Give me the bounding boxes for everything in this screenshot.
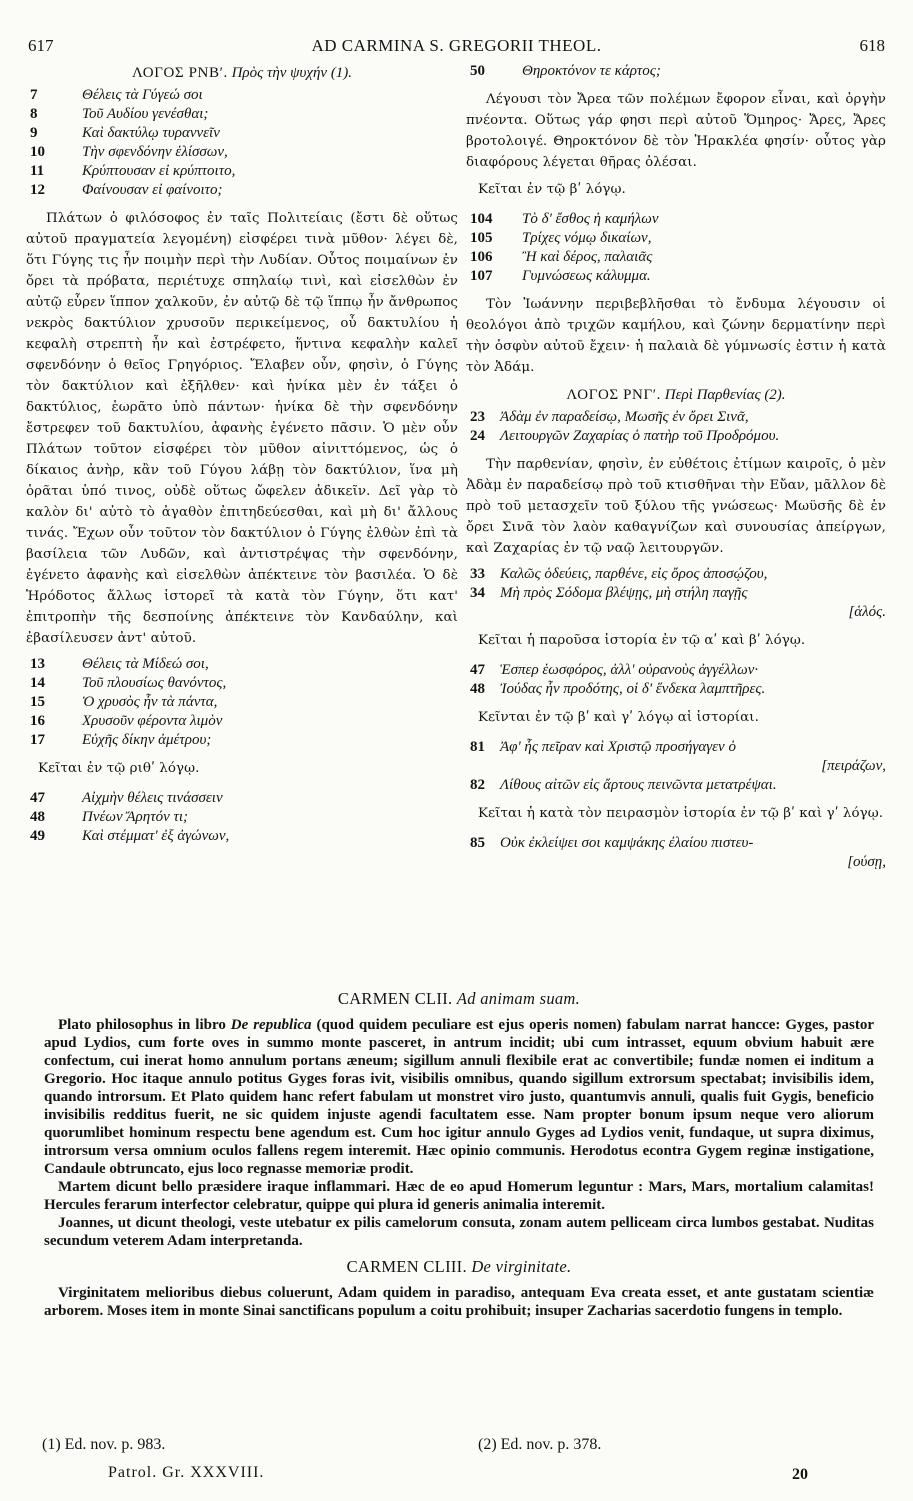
verse-line (26, 86, 458, 105)
verse-line (466, 776, 886, 795)
verse-line (26, 181, 458, 200)
verse-text: Τρίχες νόμῳ δικαίων, (522, 230, 652, 246)
verse-line (466, 427, 886, 446)
source-note: Κεῖται ἐν τῷ βʹ λόγῳ. (478, 182, 626, 197)
verse-continuation: [ἁλός. (848, 604, 886, 620)
verse-line (26, 124, 458, 143)
verse-number: 15 (30, 694, 45, 710)
left-column (26, 62, 458, 987)
verse-line (466, 229, 886, 248)
verse-number: 104 (470, 211, 493, 227)
verse-number: 81 (470, 739, 485, 755)
verse-text: Ἑσπερ ἑωσφόρος, ἀλλ' οὐρανοὺς ἀγγέλλων· (500, 662, 759, 678)
verse-group-1 (26, 86, 458, 200)
verse-text: Εὐχῆς δίκην ἀμέτρου; (82, 732, 212, 748)
verse-number: 10 (30, 144, 45, 160)
verse-number: 13 (30, 656, 45, 672)
commentary-paragraph: Λέγουσι τὸν Ἄρεα τῶν πολέμων ἔφορον εἶναι, καὶ ὀργὴν πνέοντα. Οὕτως γάρ φησι περὶ αὐτοῦ Ὅμηρος· Ἄρες, Ἄρες βροτολοιγέ. Θηροκτόνον δὲ τὸν Ἡρακλέα φησίν· οὗτος γὰρ διαφόρους λέγεται θῆρας ὀλέσαι. (466, 92, 886, 170)
verse-line (466, 680, 886, 699)
carmen-label: CARMEN CLII. (337, 989, 453, 1008)
carmen-label: CARMEN CLIII. (346, 1257, 467, 1276)
latin-italic-title: De republica (230, 1017, 312, 1033)
source-note: Κεῖται ἐν τῷ ριθʹ λόγῳ. (38, 761, 200, 776)
verse-line (26, 143, 458, 162)
verse-number: 14 (30, 675, 45, 691)
verse-number: 11 (30, 163, 45, 179)
running-title: AD CARMINA S. GREGORII THEOL. (311, 36, 602, 55)
verse-number: 106 (470, 249, 493, 265)
verse-text: Θέλεις τὰ Γύγεώ σοι (82, 87, 203, 103)
commentary-paragraph: Τὴν παρθενίαν, φησὶν, ἐν εὐθέτοις ἐτίμων καιροῖς, ὁ μὲν Ἀδὰμ ἐν παραδείσῳ πρὸ τοῦ κτισθῆναι τὴν Εὔαν, μᾶλλον δὲ πρὸ τοῦ μετασχεῖν τοῦ ξύλου τῆς γνώσεως· Μωϋσῆς δὲ ἐν ὄρει Σινᾶ τὸν λαὸν καθαγνίζων καὶ συνουσίας ἀπείργων, καὶ Ζαχαρίας ἐν τῷ ναῷ λειτουργῶν. (466, 457, 886, 556)
carmen-title-153 (44, 1258, 874, 1276)
verse-number: 85 (470, 835, 485, 851)
verse-line (26, 105, 458, 124)
source-note: Κεῖται ἡ παροῦσα ἱστορία ἐν τῷ αʹ καὶ βʹ λόγῳ. (478, 633, 806, 648)
verse-number: 12 (30, 182, 45, 198)
section-heading-logos-153 (466, 384, 886, 406)
verse-text: Τοῦ πλουσίως θανόντος, (82, 675, 227, 691)
latin-translation (44, 990, 874, 1320)
verse-number: 50 (470, 63, 485, 79)
verse-number: 9 (30, 125, 38, 141)
latin-paragraph: Virginitatem melioribus diebus coluerunt, Adam quidem in paradiso, antequam Eva creata esset, et ante gustatam scientiæ arborem. Moses item in monte Sinai sanctificans populum a coitu prohibuit; insuper Zacharias sacerdotio fungens in templo. (44, 1285, 874, 1319)
verse-text: Καὶ στέμματ' ἐξ ἀγώνων, (82, 828, 230, 844)
commentary-paragraph: Πλάτων ὁ φιλόσοφος ἐν ταῖς Πολιτείαις (ἔστι δὲ οὕτως αὐτοῦ πραγματεία λεγομένη) εἰσφέρει τινὰ μῦθον· λέγει δὲ, ὅτι Γύγης τις ἦν ποιμὴν περὶ τὴν Λυδίαν. Οὗτος ποιμαίνων ἐν ὄρει τὰ πρόβατα, περιέτυχε σπηλαίῳ τινὶ, καὶ εἰσελθὼν ἐν αὐτῷ εὗρεν ἵππον χαλκοῦν, ἐν αὐτῷ δὲ τῷ ἵππῳ ἦν ἄνθρωπος νεκρὸς δακτύλιον χρυσοῦν περικείμενος, οὗ δακτυλίου ἡ κεφαλὴ στρεπτὴ ἦν καὶ ἐστρέφετο, ἥντινα κεφαλὴν καλεῖ σφενδόνην ὁ θεῖος Γρηγόριος. Ἔλαβεν οὖν, φησὶν, ὁ Γύγης τὸν δακτύλιον καὶ ἐξῆλθεν· καὶ ἡνίκα μὲν ἐν τάξει ὁ δακτύλιος, ἑωρᾶτο ὑπὸ πάντων· ἡνίκα δὲ τὴν σφενδόνην ἔστρεφεν τοῦ δακτυλίου, ἀφανὴς ἐγένετο πᾶσιν. Ὁ μὲν οὖν Πλάτων τοῦτον εἰσφέρει τὸν μῦθον αἰνιττόμενος, ὡς ὁ δίκαιος ἀνὴρ, κἂν τοῦ Γύγου λάβῃ τὸν δακτύλιον, ἵνα μὴ ὁρᾶται ὑπό τινος, οὐδὲ οὕτως ὤφελεν ἀδικεῖν. Δεῖ γὰρ τὸ καλὸν δι' αὐτὸ τὸ ἀγαθὸν ἐπιτηδεύεσθαι, καὶ μὴ δι' ἄλλους τινάς. Ἔχων οὖν τοῦτον τὸν δακτύλιον ὁ Γύγης ἐλθὼν ἐπὶ τὰ βασίλεια τῶν Λυδῶν, καὶ ἀντιστρέψας τὴν σφενδόνην, ἐγένετο ἀφανὴς καὶ εἰσελθὼν ἀπέκτεινε τὸν βασιλέα. Ὁ δὲ Ἡρόδοτος ἄλλως ἱστορεῖ τὰ κατὰ τὸν Γύγην, ὅτι κατ' ἐπιτροπὴν τῆς δεσποίνης ἀπέκτεινε τὸν Κανδαύλην, καὶ ἐβασίλευσεν ἀντ' αὐτοῦ. (26, 211, 458, 646)
page-number-left: 617 (28, 36, 54, 55)
verse-number: 16 (30, 713, 45, 729)
right-column (466, 62, 886, 987)
verse-group-104 (466, 210, 886, 286)
verse-text: Κρύπτουσαν εἰ κρύπτοιτο, (82, 163, 236, 179)
verse-text: Χρυσοῦν φέροντα λιμὸν (82, 713, 223, 729)
verse-group-85 (466, 834, 886, 872)
verse-line (466, 834, 886, 853)
verse-line (26, 655, 458, 674)
verse-number: 105 (470, 230, 493, 246)
verse-text: Φαίνουσαν εἰ φαίνοιτο; (82, 182, 223, 198)
verse-line (26, 731, 458, 750)
verse-group-33 (466, 565, 886, 622)
verse-number: 23 (470, 409, 485, 425)
verse-text: Λειτουργῶν Ζαχαρίας ὁ πατὴρ τοῦ Προδρόμου. (500, 428, 780, 444)
heading-subtitle: Πρὸς τὴν ψυχήν (1). (231, 65, 353, 81)
verse-text: Θέλεις τὰ Μίδεώ σοι, (82, 656, 209, 672)
verse-text: Ἰούδας ἦν προδότης, οἱ δ' ἕνδεκα λαμπτῆρες. (500, 681, 766, 697)
verse-group-81 (466, 738, 886, 795)
verse-number: 34 (470, 585, 485, 601)
verse-group-2 (26, 655, 458, 750)
running-head (28, 36, 885, 58)
verse-line (26, 162, 458, 181)
verse-number: 17 (30, 732, 45, 748)
footnote-1: (1) Ed. nov. p. 983. (42, 1436, 166, 1453)
verse-text: Τοῦ Αυδίου γενέσθαι; (82, 106, 209, 122)
verse-number: 49 (30, 828, 45, 844)
verse-line (466, 267, 886, 286)
verse-group-47 (466, 661, 886, 699)
verse-number: 107 (470, 268, 493, 284)
verse-line (26, 712, 458, 731)
verse-group-50 (466, 62, 886, 81)
verse-text: Ὁ χρυσὸς ἦν τὰ πάντα, (82, 694, 218, 710)
verse-continuation: [πειράζων, (821, 758, 886, 774)
verse-text: Ἀφ' ἧς πεῖραν καὶ Χριστῷ προσήγαγεν ὁ (500, 739, 736, 755)
verse-text: Ἢ καὶ δέρος, παλαιᾶς (522, 249, 653, 265)
verse-number: 24 (470, 428, 485, 444)
source-note: Κεῖνται ἐν τῷ βʹ καὶ γʹ λόγῳ αἱ ἱστορίαι. (478, 710, 759, 725)
source-note: Κεῖται ἡ κατὰ τὸν πειρασμὸν ἱστορία ἐν τῷ βʹ καὶ γʹ λόγῳ. (478, 806, 884, 821)
latin-text: (quod quidem peculiare est ejus operis nomen) fabulam narrat hancce: Gyges, pastor apud Lydios, cum forte oves in summo monte pasceret, in antrum incidit; ubi cum intrasset, equum obvium habuit ære confectum, cui inerat homo annulum portans æneum; sigillum annuli flexibile erat ac convertibile; fundæ nomen ei inditum a Gregorio. Hoc itaque annulo potitus Gyges foras ivit, visibilis omnibus, quando sigillum extrorsum spectabat; invisibilis idem, quando introrsum. Et Plato quidem hanc refert fabulam ut monstret viro justo, quantumvis annuli, qualis fuit Gygis, beneficio invisibilis redditus fuerit, ne sic quidem injuste agendi facultatem esse. Nam propter bonum ipsum neque vero aliorum quorumlibet hominum respectu bene agendum est. Cum hoc igitur annulo Gyges ad Lydios venit, fundaque, ut supra diximus, introrsum versa omnium oculos fallens regem interemit. Hæc opinio communis. Herodotus econtra Gygem reginæ instigatione, Candaule obtruncato, ejus loco regnasse memoriæ prodit. (44, 1017, 875, 1177)
patrologia-volume: Patrol. Gr. XXXVIII. (108, 1464, 265, 1481)
verse-line (26, 693, 458, 712)
verse-text: Αἰχμὴν θέλεις τινάσσειν (82, 790, 223, 806)
carmen-subtitle: De virginitate. (471, 1257, 572, 1276)
verse-line (26, 808, 458, 827)
verse-line (26, 674, 458, 693)
verse-text: Μὴ πρὸς Σόδομα βλέψῃς, μὴ στήλη παγῇς (500, 585, 748, 601)
signature-mark: 20 (792, 1466, 808, 1483)
verse-text: Καὶ δακτύλῳ τυραννεῖν (82, 125, 220, 141)
verse-group-3 (26, 789, 458, 846)
verse-text: Καλῶς ὁδεύεις, παρθένε, εἰς ὄρος ἀποσῴζου, (500, 566, 768, 582)
verse-line (466, 661, 886, 680)
page-number-right: 618 (859, 36, 885, 55)
verse-number: 7 (30, 87, 38, 103)
verse-number: 48 (30, 809, 45, 825)
carmen-title-152 (44, 990, 874, 1008)
verse-group-23 (466, 408, 886, 446)
verse-text: Οὐκ ἐκλείψει σοι καμψάκης ἐλαίου πιστευ- (500, 835, 754, 851)
verse-text: Λίθους αἰτῶν εἰς ἄρτους πεινῶντα μετατρέψαι. (500, 777, 777, 793)
verse-line (466, 248, 886, 267)
section-heading-logos-152 (26, 62, 458, 84)
verse-number: 82 (470, 777, 485, 793)
commentary-paragraph: Τὸν Ἰωάννην περιβεβλῆσθαι τὸ ἔνδυμα λέγουσιν οἱ θεολόγοι ἀπὸ τριχῶν καμήλου, καὶ ζώνην δερματίνην περὶ τὴν ὀσφὺν αὐτοῦ ἔχειν· ἡ παλαιὰ δὲ γύμνωσίς ἐστιν ἡ κατὰ τὸν Ἀδάμ. (466, 297, 886, 375)
verse-number: 47 (30, 790, 45, 806)
verse-number: 47 (470, 662, 485, 678)
verse-number: 8 (30, 106, 38, 122)
verse-text: Τὴν σφενδόνην ἑλίσσων, (82, 144, 228, 160)
latin-text: Plato philosophus in libro (58, 1017, 231, 1033)
verse-text: Γυμνώσεως κάλυμμα. (522, 268, 651, 284)
verse-line (26, 789, 458, 808)
verse-line (466, 210, 886, 229)
verse-number: 48 (470, 681, 485, 697)
heading-label: ΛΟΓΟΣ ΡΝΓʹ. (566, 387, 661, 403)
verse-continuation: [ούσῃ, (847, 854, 886, 870)
carmen-subtitle: Ad animam suam. (456, 989, 581, 1008)
latin-paragraph (44, 1016, 874, 1178)
verse-line (466, 62, 886, 81)
verse-line (466, 738, 886, 757)
verse-text: Τὸ δ' ἔσθος ἡ καμήλων (522, 211, 659, 227)
verse-text: Ἀδὰμ ἐν παραδείσῳ, Μωσῆς ἐν ὄρει Σινᾶ, (500, 409, 749, 425)
verse-number: 33 (470, 566, 485, 582)
verse-line (466, 408, 886, 427)
verse-line (466, 565, 886, 584)
verse-line (26, 827, 458, 846)
latin-paragraph: Martem dicunt bello præsidere iraque inflammari. Hæc de eo apud Homerum leguntur : Mars, Mars, mortalium calamitas! Hercules ferarum interfector celebratur, quippe qui plura id generis animalia interemit. (44, 1179, 874, 1213)
verse-text: Θηροκτόνον τε κάρτος; (522, 63, 661, 79)
footnote-2: (2) Ed. nov. p. 378. (478, 1436, 602, 1453)
heading-subtitle: Περὶ Παρθενίας (2). (664, 387, 786, 403)
verse-line (466, 584, 886, 603)
heading-label: ΛΟΓΟΣ ΡΝΒʹ. (131, 65, 228, 81)
verse-text: Πνέων Ἄρητόν τι; (82, 809, 189, 825)
latin-paragraph: Joannes, ut dicunt theologi, veste utebatur ex pilis camelorum consuta, zonam autem pelliceam circa lumbos gestabat. Nuditas secundum veterem Adam interpretanda. (44, 1215, 874, 1249)
